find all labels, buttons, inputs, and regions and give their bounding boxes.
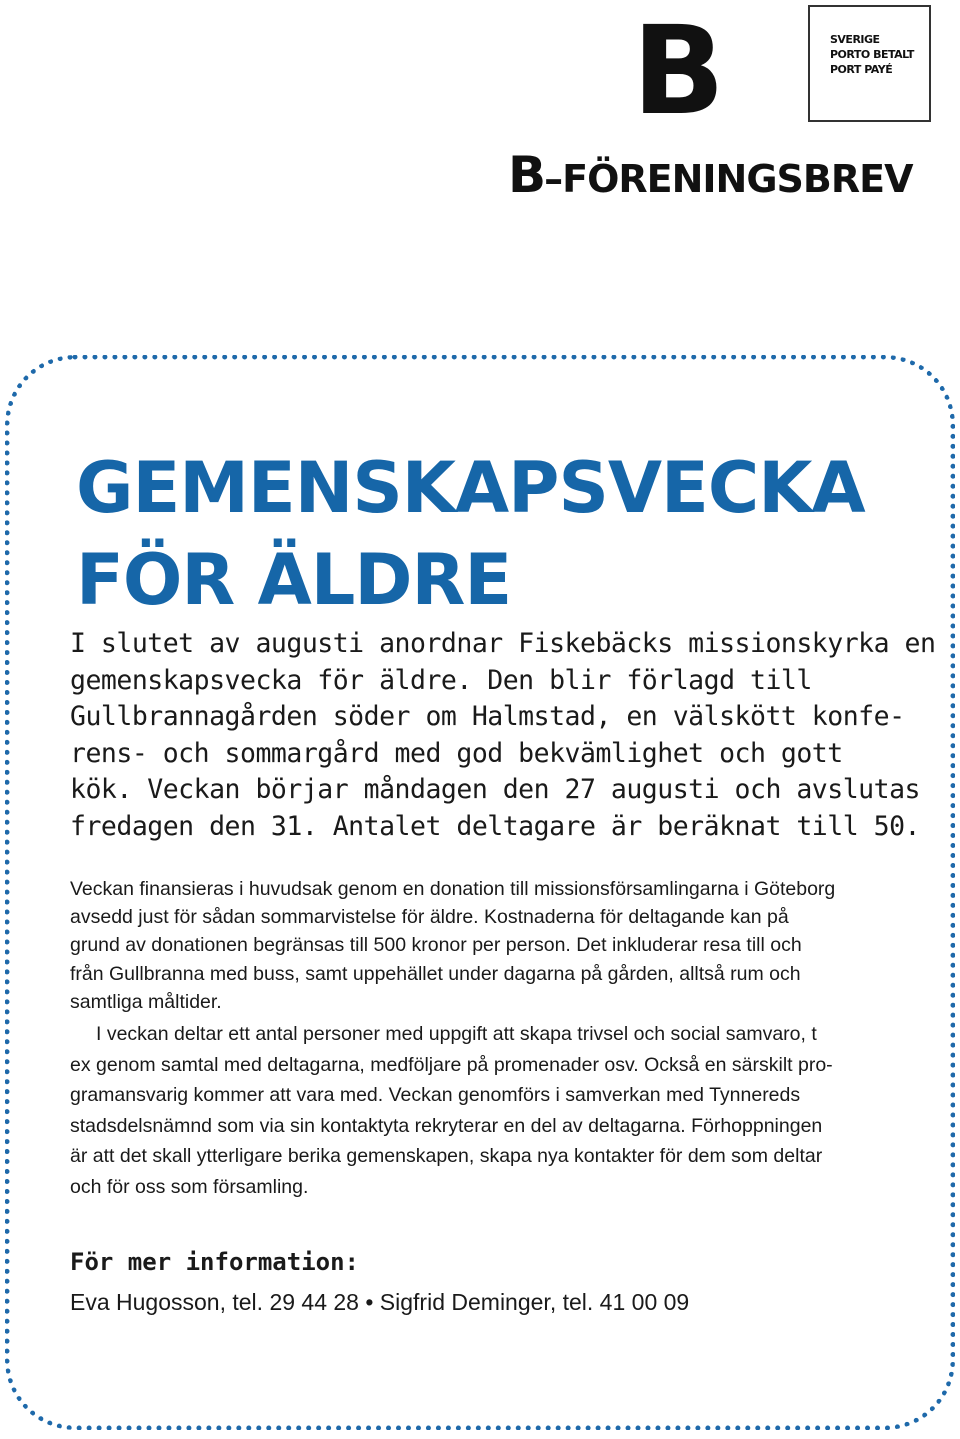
intro-line: kök. Veckan börjar måndagen den 27 augusti och avslutas	[70, 774, 920, 805]
postage-stamp	[808, 5, 931, 122]
paragraph-participants	[70, 1019, 910, 1203]
body-line: grund av donationen begränsas till 500 kronor per person. Det inkluderar resa till och	[70, 934, 802, 957]
info-heading: För mer information:	[70, 1248, 359, 1276]
title-line: GEMENSKAPSVECKA	[76, 447, 865, 529]
brev-suffix: –FÖRENINGSBREV	[544, 157, 913, 201]
stamp-line-country: SVERIGE	[830, 33, 880, 46]
article-intro	[70, 626, 936, 845]
body-line: avsedd just för sådan sommarvistelse för äldre. Kostnaderna för deltagande kan på	[70, 906, 789, 929]
intro-line: gemenskapsvecka för äldre. Den blir förlagd till	[70, 664, 812, 696]
body-line: ex genom samtal med deltagarna, medföljare på promenader osv. Också en särskilt pro-	[70, 1053, 833, 1076]
body-line: I veckan deltar ett antal personer med uppgift att skapa trivsel och social samvaro, t	[96, 1023, 817, 1046]
article-title	[76, 442, 865, 626]
intro-line: fredagen den 31. Antalet deltagare är beräknat till 50.	[70, 810, 920, 842]
intro-line: Gullbrannagården söder om Halmstad, en välskött konfe-	[70, 701, 905, 732]
body-line: är att det skall ytterligare berika gemenskapen, skapa nya kontakter för dem som deltar	[70, 1145, 823, 1168]
body-line: och för oss som församling.	[70, 1175, 309, 1198]
body-line: samtliga måltider.	[70, 990, 222, 1013]
body-line: från Gullbranna med buss, samt uppehället under dagarna på gården, alltså rum och	[70, 962, 801, 985]
stamp-line-port-paye: PORT PAYÉ	[830, 63, 893, 76]
contact-info: Eva Hugosson, tel. 29 44 28 • Sigfrid Deminger, tel. 41 00 09	[70, 1289, 690, 1315]
stamp-line-porto: PORTO BETALT	[830, 48, 914, 61]
intro-line: rens- och sommargård med god bekvämlighet och gott	[70, 737, 843, 769]
body-line: Veckan finansieras i huvudsak genom en donation till missionsförsamlingarna i Göteborg	[70, 878, 836, 900]
body-line: stadsdelsnämnd som via sin kontaktyta rekryterar en del av deltagarna. Förhoppningen	[70, 1114, 823, 1137]
intro-line: I slutet av augusti anordnar Fiskebäcks missionskyrka en	[70, 628, 936, 659]
article-body	[70, 875, 910, 1203]
body-line: gramansvarig kommer att vara med. Veckan genomförs i samverkan med Tynnereds	[70, 1084, 801, 1107]
title-line: FÖR ÄLDRE	[76, 539, 512, 621]
logo-b: B	[632, 0, 723, 142]
b-foreningsbrev-label	[508, 146, 913, 204]
paragraph-financing	[70, 875, 910, 1016]
brev-prefix: B	[508, 146, 545, 204]
